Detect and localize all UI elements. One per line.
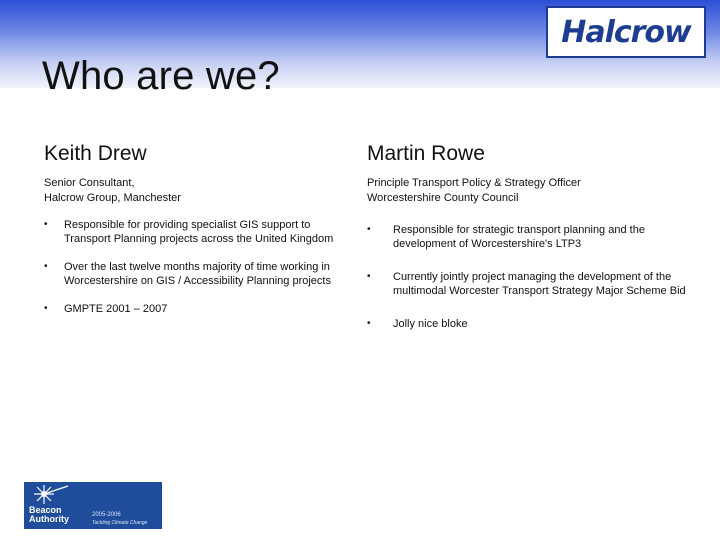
list-item-text: Over the last twelve months majority of time working in Worcestershire on GIS / Accessibility Planning projects [64, 261, 331, 287]
beacon-name-line: Authority [29, 514, 69, 524]
list-item-text: GMPTE 2001 – 2007 [64, 303, 168, 315]
beacon-name-line: Beacon [29, 505, 62, 515]
bullet-icon: • [44, 303, 48, 314]
list-item-text: Responsible for providing specialist GIS support to Transport Planning projects across the United Kingdom [64, 219, 334, 245]
list-item [367, 223, 697, 251]
list-item [44, 218, 344, 246]
list-item-text: Currently jointly project managing the development of the multimodal Worcester Transport Strategy Major Scheme Bid [393, 271, 686, 297]
beacon-tagline: Tackling Climate Change [92, 520, 148, 526]
role-line: Principle Transport Policy & Strategy Officer [367, 177, 581, 189]
bullet-icon: • [44, 261, 48, 272]
person-role [44, 176, 344, 206]
list-item [44, 302, 344, 316]
bullet-list [367, 218, 697, 331]
halcrow-logo-text: Halcrow [561, 14, 691, 50]
list-item [367, 317, 697, 331]
list-item-text: Responsible for strategic transport planning and the development of Worcestershire's LTP3 [393, 224, 645, 250]
role-line: Senior Consultant, [44, 177, 135, 189]
bullet-list [44, 218, 344, 316]
slide-title: Who are we? [42, 54, 280, 98]
list-item-text: Jolly nice bloke [393, 318, 468, 330]
bullet-icon: • [367, 271, 371, 282]
keith-drew-column [44, 138, 344, 330]
bullet-icon: • [44, 219, 48, 230]
halcrow-logo [546, 6, 706, 58]
beacon-name [29, 505, 69, 524]
martin-rowe-column [367, 138, 697, 350]
list-item [367, 270, 697, 298]
bullet-icon: • [367, 318, 371, 329]
beacon-years: 2005-2006 [92, 512, 121, 518]
person-name: Keith Drew [44, 142, 147, 165]
person-role [367, 176, 697, 206]
beacon-authority-logo [24, 482, 162, 529]
bullet-icon: • [367, 224, 371, 235]
role-line: Worcestershire County Council [367, 192, 519, 204]
role-line: Halcrow Group, Manchester [44, 192, 181, 204]
person-name: Martin Rowe [367, 142, 485, 165]
list-item [44, 260, 344, 288]
